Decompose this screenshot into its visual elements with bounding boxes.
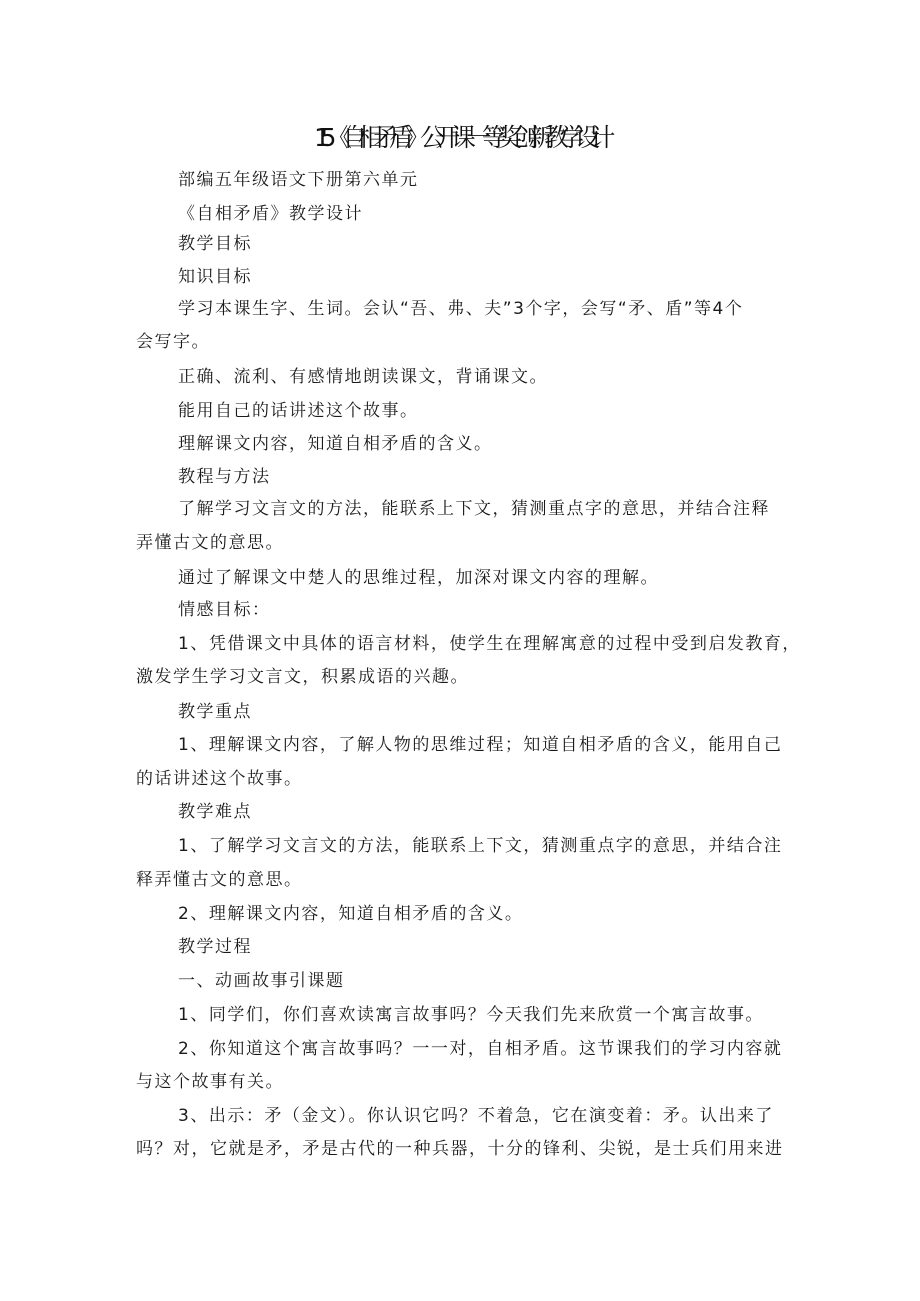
text-line: 吗？对，它就是矛，矛是古代的一种兵器，十分的锋利、尖锐，是士兵们用来进 xyxy=(136,1139,784,1159)
text-line: 释弄懂古文的意思。 xyxy=(136,870,303,890)
text-line: 弄懂古文的意思。 xyxy=(136,533,284,553)
text-line: 3、出示：矛（金文）。你认识它吗？不着急，它在演变着：矛。认出来了 xyxy=(178,1106,774,1126)
section-heading: 教学重点 xyxy=(178,702,252,722)
section-heading: 情感目标： xyxy=(178,600,271,620)
section-heading: 教程与方法 xyxy=(178,467,271,487)
section-heading: 教学难点 xyxy=(178,802,252,822)
section-heading: 教学过程 xyxy=(178,937,252,957)
section-heading: 一、动画故事引课题 xyxy=(178,971,345,991)
text-line: 学习本课生字、生词。会认“吾、弗、夫”3个字，会写“矛、盾”等4个 xyxy=(178,299,744,319)
section-heading: 教学目标 xyxy=(178,234,252,254)
section-heading: 知识目标 xyxy=(178,267,252,287)
text-line: 1、凭借课文中具体的语言材料，使学生在理解寓意的过程中受到启发教育， xyxy=(178,634,801,654)
text-line: 1、同学们，你们喜欢读寓言故事吗？今天我们先来欣赏一个寓言故事。 xyxy=(178,1005,764,1025)
text-line: 了解学习文言文的方法，能联系上下文，猜测重点字的意思，并结合注释 xyxy=(178,499,770,519)
text-line: 部编五年级语文下册第六单元 xyxy=(178,170,419,190)
text-line: 《自相矛盾》教学设计 xyxy=(178,204,363,224)
text-line: 1、了解学习文言文的方法，能联系上下文，猜测重点字的意思，并结合注 xyxy=(178,836,783,856)
text-line: 能用自己的话讲述这个故事。 xyxy=(178,401,419,421)
text-line: 激发学生学习文言文，积累成语的兴趣。 xyxy=(136,667,469,687)
text-line: 的话讲述这个故事。 xyxy=(136,769,303,789)
text-line: 2、你知道这个寓言故事吗？一一对，自相矛盾。这节课我们的学习内容就 xyxy=(178,1039,783,1059)
text-line: 1、理解课文内容，了解人物的思维过程；知道自相矛盾的含义，能用自己 xyxy=(178,735,783,755)
text-line: 正确、流利、有感情地朗读课文，背诵课文。 xyxy=(178,367,548,387)
text-line: 通过了解课文中楚人的思维过程，加深对课文内容的理解。 xyxy=(178,568,659,588)
text-line: 会写字。 xyxy=(136,332,210,352)
text-line: 理解课文内容，知道自相矛盾的含义。 xyxy=(178,434,493,454)
text-line: 与这个故事有关。 xyxy=(136,1072,284,1092)
document-title: 15《自相矛盾》公开课一等奖创新教学设计 xyxy=(314,123,606,152)
text-line: 2、理解课文内容，知道自相矛盾的含义。 xyxy=(178,904,524,924)
